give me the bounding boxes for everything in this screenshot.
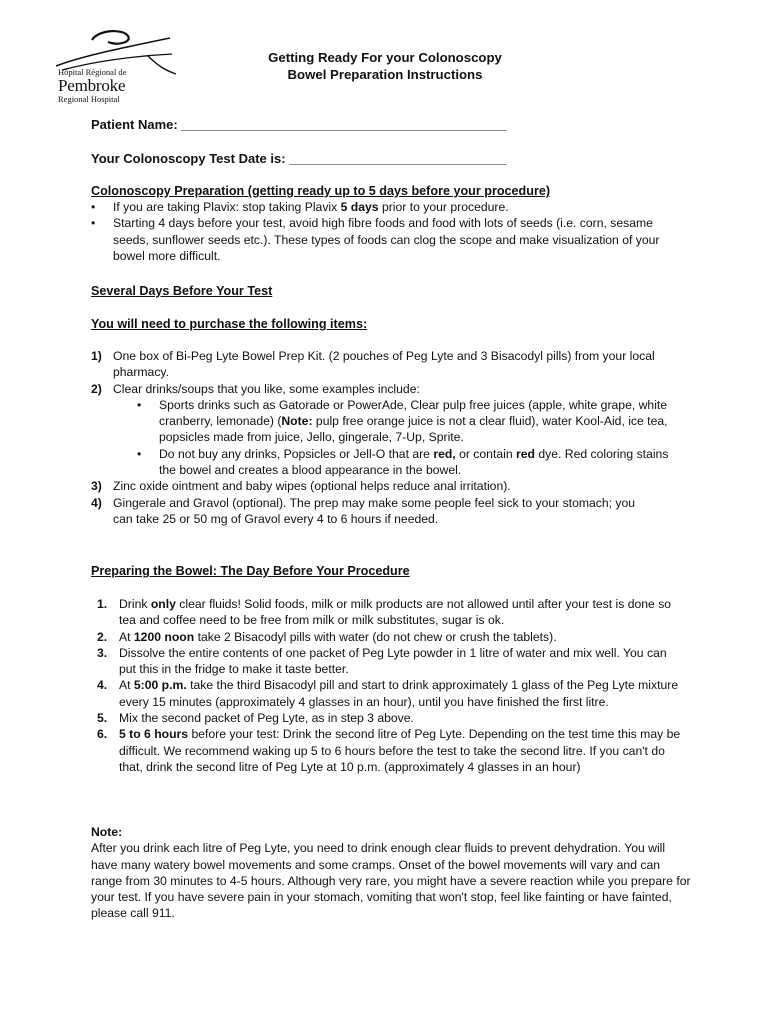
list-item: 5. Mix the second packet of Peg Lyte, as in step 3 above. (97, 711, 414, 726)
day-before-heading: Preparing the Bowel: The Day Before Your Procedure (91, 564, 410, 578)
note-text: After you drink each litre of Peg Lyte, you need to drink enough clear fluids to prevent dehydration. You will have many watery bowel movements and some cramps. Onset of the bowel movements will vary and can range from 30 minutes to 4-5 hours. Although very rare, you might have a severe reaction while you prepare for your test. If you have severe pain in your stomach, vomiting that won't stop, feel like fainting or have fainted, please call 911. (91, 841, 691, 921)
list-item: • Sports drinks such as Gatorade or PowerAde, Clear pulp free juices (apple, white grape, white cranberry, lemonade) (Note: pulp free orange juice is not a clear fluid), water Kool-Aid, ice tea, popsicles made from juice, Jello, gingerale, 7-Up, Sprite. (137, 397, 677, 446)
list-item: • If you are taking Plavix: stop taking Plavix 5 days prior to your procedure. (91, 199, 691, 215)
prep-list (91, 199, 691, 264)
purchase-subheading: You will need to purchase the following items: (91, 317, 368, 331)
prep-heading: Colonoscopy Preparation (getting ready up to 5 days before your procedure) (91, 184, 551, 198)
list-item: 3. Dissolve the entire contents of one packet of Peg Lyte powder in 1 litre of water and mix well. You can put this in the fridge to make it taste better. (97, 645, 667, 677)
title-line-1: Getting Ready For your Colonoscopy (268, 50, 502, 65)
drink-examples (91, 397, 677, 478)
patient-name-field: Patient Name: _____________________________________________ (91, 117, 507, 132)
document-title (0, 49, 770, 83)
list-item: 2. At 1200 noon take 2 Bisacodyl pills with water (do not chew or crush the tablets). (97, 629, 557, 644)
title-line-2: Bowel Preparation Instructions (287, 67, 483, 82)
logo-english-name: Regional Hospital (58, 94, 120, 104)
note-heading: Note: (91, 825, 123, 839)
list-item: 4) Gingerale and Gravol (optional). The prep may make some people feel sick to your stomach; you can take 25 or 50 mg of Gravol every 4 to 6 hours if needed. (91, 495, 636, 526)
note-section (91, 824, 691, 922)
day-before-steps (91, 596, 683, 775)
list-item: 4. At 5:00 p.m. take the third Bisacodyl pill and start to drink approximately 1 glass of the Peg Lyte mixture every 15 minutes (approximately 4 glasses in an hour), until you have finished the first litre. (97, 678, 679, 709)
list-item: 2) Clear drinks/soups that you like, some examples include: (91, 381, 420, 396)
several-days-heading: Several Days Before Your Test (91, 284, 273, 298)
logo-french-name: Hôpital Régional de (58, 67, 127, 77)
list-item: 6. 5 to 6 hours before your test: Drink the second litre of Peg Lyte. Depending on the test time this may be difficult. We recommend waking up 5 to 6 hours before the test to take the second litre. If you can't do that, drink the second litre of Peg Lyte at 10 p.m. (approximately 4 glasses in an hour) (97, 727, 681, 774)
logo-pembroke: Pembroke (58, 76, 126, 95)
list-item: 3) Zinc oxide ointment and baby wipes (optional helps reduce anal irritation). (91, 479, 511, 494)
list-item: 1. Drink only clear fluids! Solid foods, milk or milk products are not allowed until after your test is done so tea and coffee need to be free from milk or milk substitutes, sugar is ok. (97, 597, 672, 628)
list-item: • Starting 4 days before your test, avoid high fibre foods and food with lots of seeds (i.e. corn, sesame seeds, sunflower seeds etc.). These types of foods can clog the scope and make visualization of your bowel more difficult. (91, 215, 691, 264)
purchase-list (91, 348, 691, 527)
list-item: 1) One box of Bi-Peg Lyte Bowel Prep Kit. (2 pouches of Peg Lyte and 3 Bisacodyl pills) from your local pharmacy. (91, 349, 655, 380)
list-item: • Do not buy any drinks, Popsicles or Jell-O that are red, or contain red dye. Red coloring stains the bowel and creates a blood appearance in the bowel. (137, 446, 677, 479)
test-date-field: Your Colonoscopy Test Date is: ______________________________ (91, 151, 507, 166)
